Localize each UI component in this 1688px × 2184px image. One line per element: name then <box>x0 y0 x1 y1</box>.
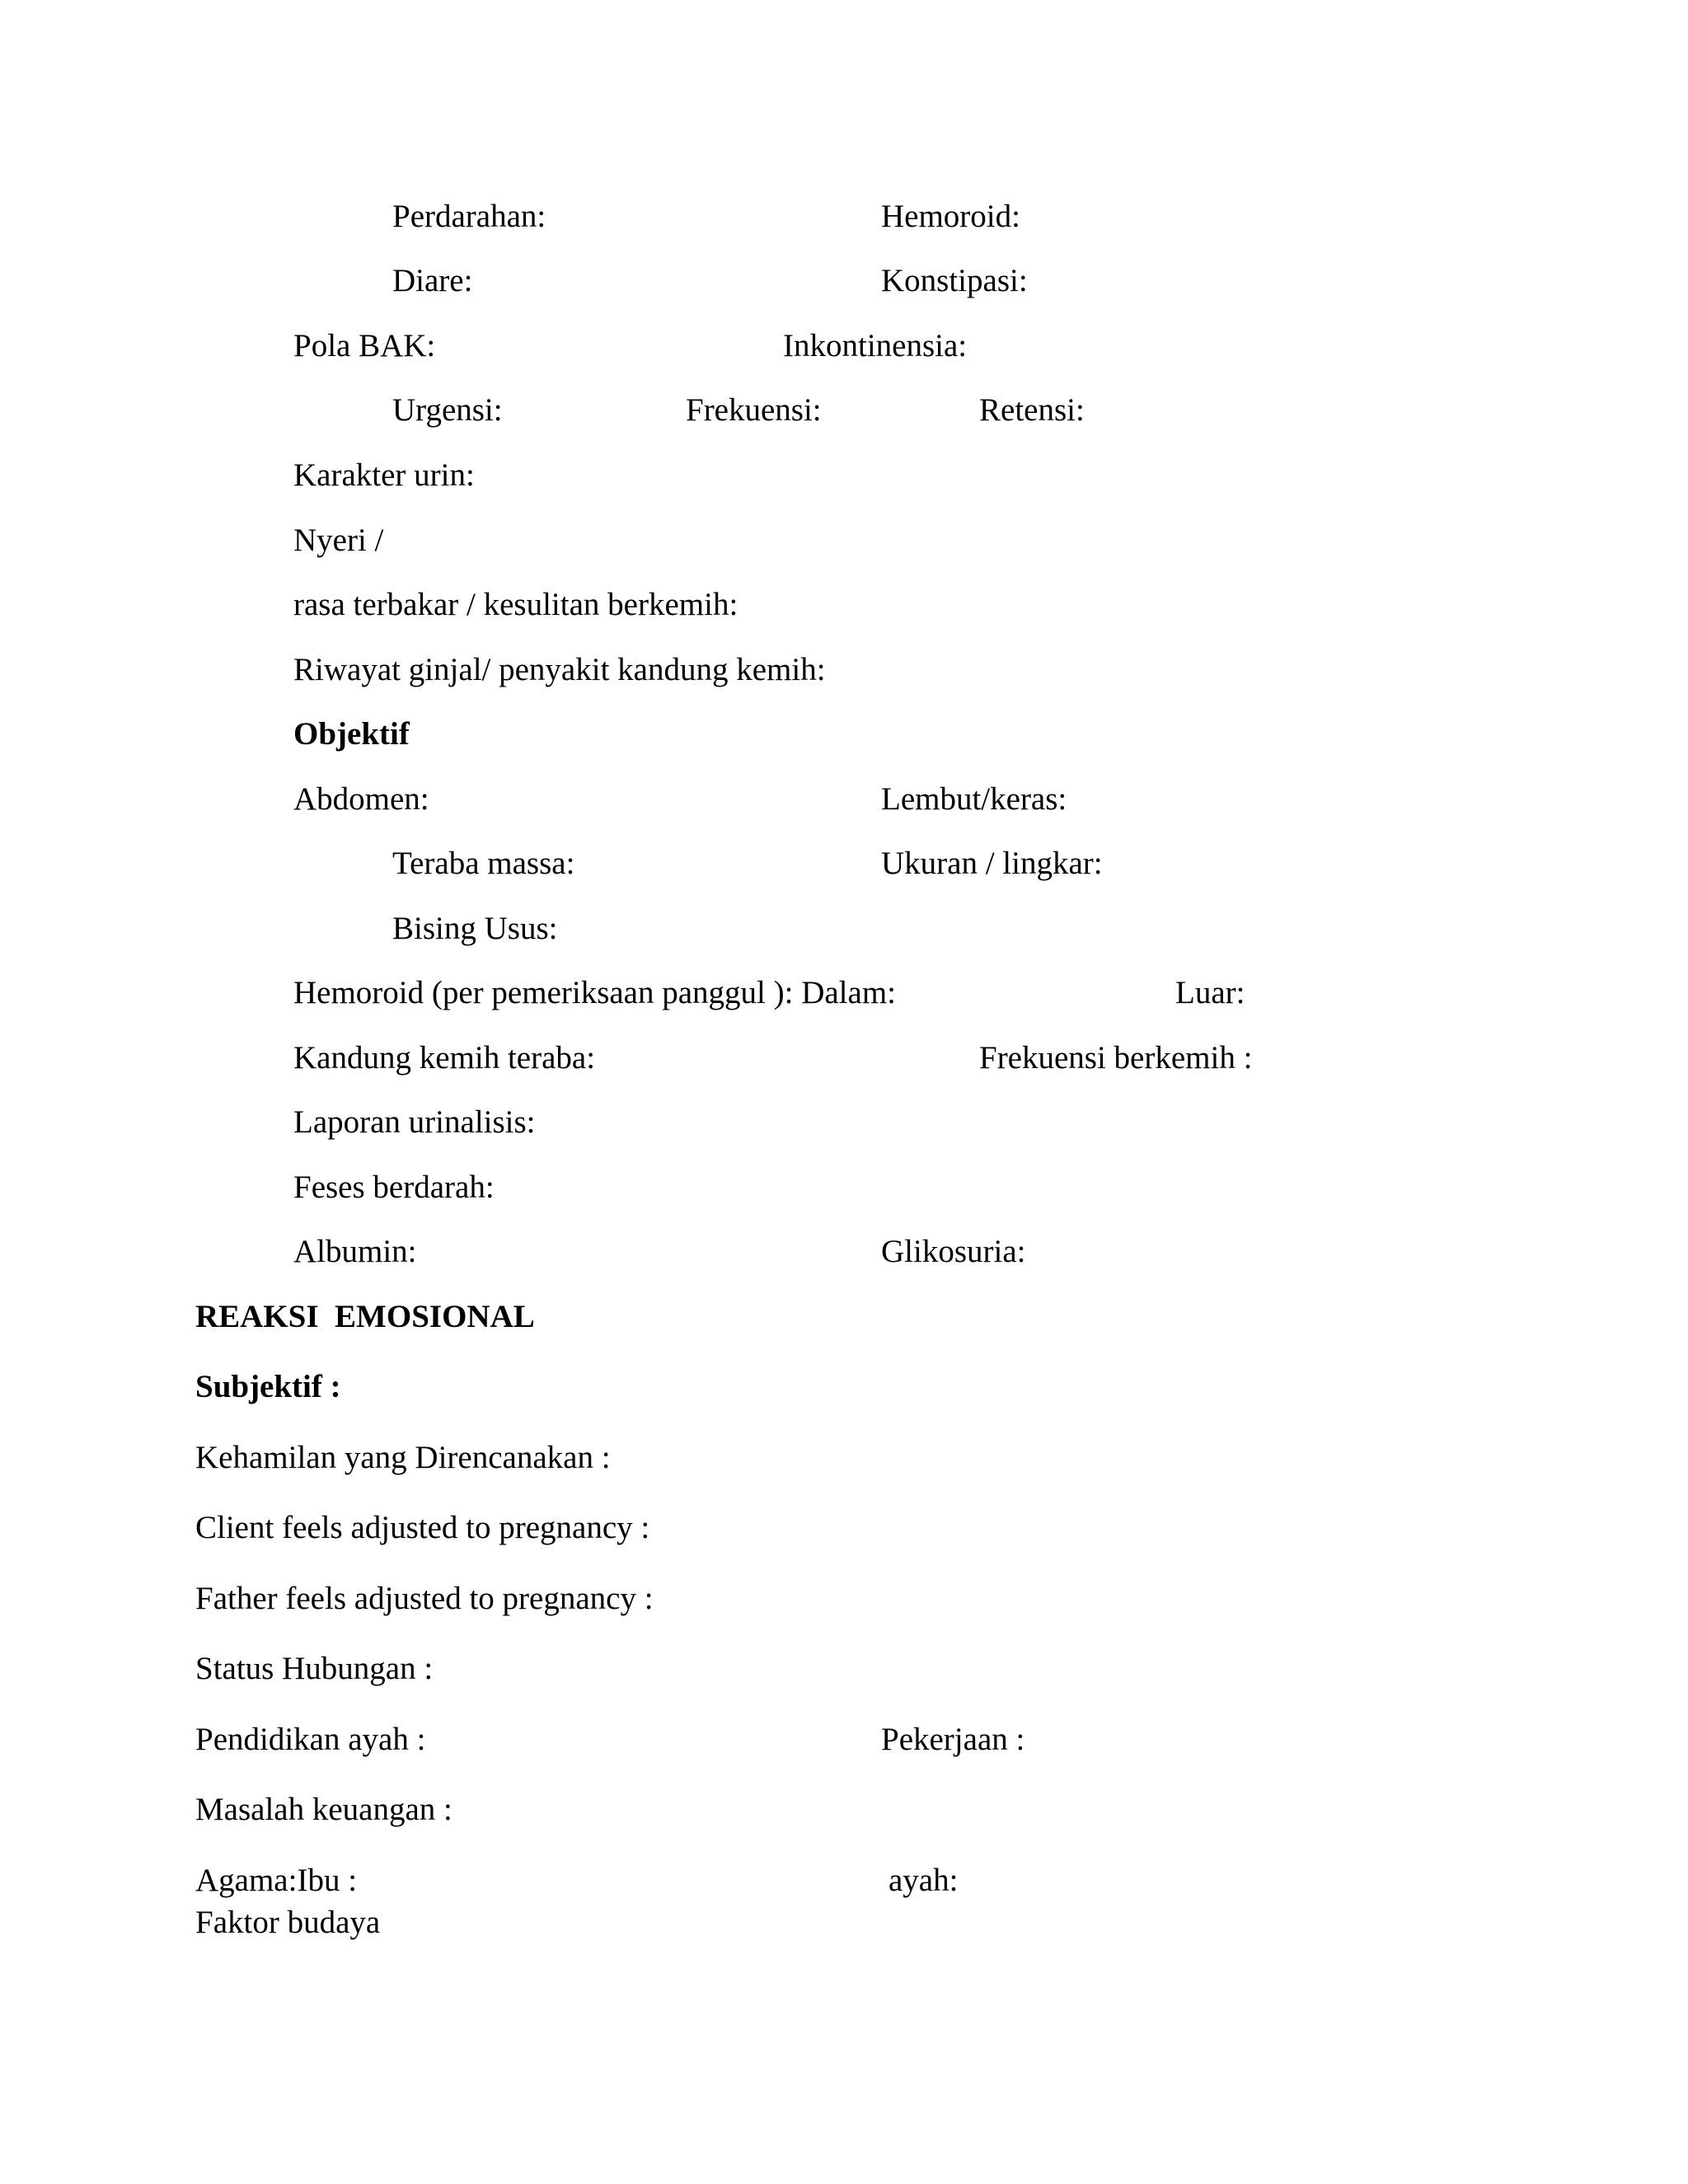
field-client-feels: Client feels adjusted to pregnancy : <box>195 1510 650 1545</box>
field-urgensi: Urgensi: <box>392 392 503 428</box>
field-lembut-keras: Lembut/keras: <box>881 781 1067 817</box>
field-rasa-terbakar: rasa terbakar / kesulitan berkemih: <box>293 587 738 622</box>
field-teraba-massa: Teraba massa: <box>392 846 575 881</box>
field-riwayat-ginjal: Riwayat ginjal/ penyakit kandung kemih: <box>293 652 826 687</box>
field-laporan-urinalisis: Laporan urinalisis: <box>293 1104 536 1140</box>
field-konstipasi: Konstipasi: <box>881 263 1028 298</box>
field-father-feels: Father feels adjusted to pregnancy : <box>195 1581 654 1616</box>
field-nyeri: Nyeri / <box>293 523 384 558</box>
field-kandung-kemih: Kandung kemih teraba: <box>293 1040 596 1076</box>
field-luar: Luar: <box>1175 975 1245 1010</box>
field-status-hubungan: Status Hubungan : <box>195 1651 434 1686</box>
field-bising-usus: Bising Usus: <box>392 911 558 946</box>
field-feses-berdarah: Feses berdarah: <box>293 1169 495 1205</box>
field-pekerjaan: Pekerjaan : <box>881 1722 1025 1757</box>
field-agama-ayah: ayah: <box>889 1863 959 1898</box>
field-ukuran-lingkar: Ukuran / lingkar: <box>881 846 1103 881</box>
field-karakter-urin: Karakter urin: <box>293 457 475 493</box>
field-agama-ibu: Agama:Ibu : <box>195 1863 358 1898</box>
field-glikosuria: Glikosuria: <box>881 1234 1026 1269</box>
field-hemoroid: Hemoroid: <box>881 199 1020 234</box>
field-inkontinensia: Inkontinensia: <box>783 328 968 363</box>
field-frekuensi: Frekuensi: <box>686 392 822 428</box>
field-diare: Diare: <box>392 263 473 298</box>
field-pendidikan-ayah: Pendidikan ayah : <box>195 1722 426 1757</box>
field-masalah-keuangan: Masalah keuangan : <box>195 1792 452 1827</box>
field-abdomen: Abdomen: <box>293 781 429 817</box>
field-retensi: Retensi: <box>979 392 1085 428</box>
field-kehamilan-direncanakan: Kehamilan yang Direncanakan : <box>195 1440 611 1475</box>
subjektif-heading: Subjektif : <box>195 1369 341 1404</box>
objektif-heading: Objektif <box>293 716 410 752</box>
field-hemoroid-panggul: Hemoroid (per pemeriksaan panggul ): Dalam: <box>293 975 897 1010</box>
field-albumin: Albumin: <box>293 1234 417 1269</box>
field-pola-bak: Pola BAK: <box>293 328 436 363</box>
field-faktor-budaya: Faktor budaya <box>195 1905 381 1940</box>
field-perdarahan: Perdarahan: <box>392 199 546 234</box>
section-heading-reaksi-emosional: REAKSI EMOSIONAL <box>195 1299 535 1334</box>
field-frekuensi-berkemih: Frekuensi berkemih : <box>979 1040 1253 1076</box>
